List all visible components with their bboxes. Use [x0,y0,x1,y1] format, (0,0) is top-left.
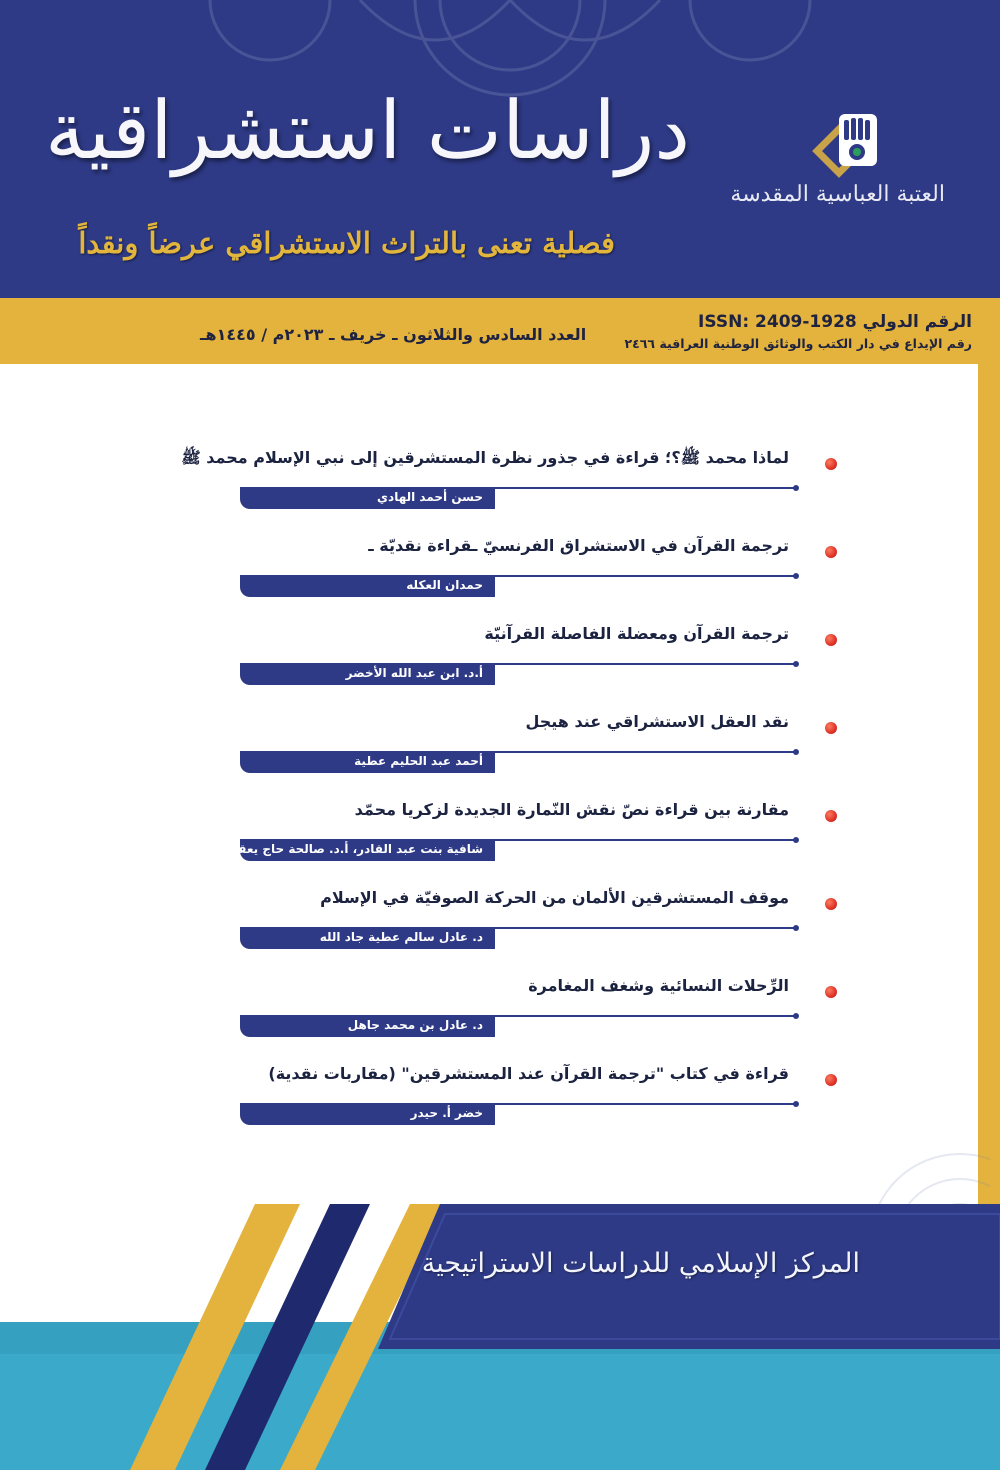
author-tab [240,927,495,949]
article-item[interactable] [0,1058,978,1146]
author-tab [240,487,495,509]
bullet-icon [825,722,837,734]
divider-dot-icon [793,749,799,755]
issn-block [625,312,972,351]
bullet-icon [825,810,837,822]
author-tab [240,751,495,773]
article-item[interactable] [0,794,978,882]
bullet-icon [825,458,837,470]
cover-header [0,0,1000,298]
issue-info: العدد السادس والثلاثون ـ خريف ـ ٢٠٢٣م / ١٤٤٥هـ [200,325,587,344]
article-title: الرِّحلات النسائية وشغف المغامرة [528,976,789,995]
divider-dot-icon [793,573,799,579]
divider-dot-icon [793,661,799,667]
author-tab [218,839,495,861]
bullet-icon [825,1074,837,1086]
table-of-contents [0,364,978,1204]
author-tab [240,1015,495,1037]
article-author: د. عادل سالم عطية جاد الله [319,930,483,944]
article-item[interactable] [0,706,978,794]
author-tab [240,1103,495,1125]
author-tab [240,575,495,597]
bullet-icon [825,986,837,998]
deposit-number: رقم الإيداع في دار الكتب والوثائق الوطنية العراقية ٢٤٦٦ [624,336,972,351]
article-author: حمدان العكله [406,578,483,592]
bullet-icon [825,546,837,558]
article-author: حسن أحمد الهادي [377,490,483,504]
article-author: د. عادل بن محمد جاهل [347,1018,483,1032]
publisher-name: المركز الإسلامي للدراسات الاستراتيجية [421,1248,860,1279]
bullet-icon [825,898,837,910]
article-author: أ.د. ابن عبد الله الأخضر [345,666,483,680]
footer-stripes [0,1204,1000,1470]
article-item[interactable] [0,442,978,530]
divider-dot-icon [793,837,799,843]
divider-dot-icon [793,485,799,491]
shrine-name: العتبة العباسية المقدسة [730,182,945,207]
article-title: ترجمة القرآن في الاستشراق الفرنسيّ ـقراءة نقديّة ـ [368,536,789,555]
hand-emblem-icon [760,112,945,182]
article-item[interactable] [0,530,978,618]
article-item[interactable] [0,618,978,706]
article-item[interactable] [0,882,978,970]
article-title: نقد العقل الاستشراقي عند هيجل [525,712,789,731]
journal-subtitle: فصلية تعنى بالتراث الاستشراقي عرضاً ونقداً [78,226,615,260]
article-title: موقف المستشرقين الألمان من الحركة الصوفيّة في الإسلام [320,888,789,907]
divider-dot-icon [793,925,799,931]
article-author: خضر أ. حيدر [410,1106,483,1120]
article-title: قراءة في كتاب "ترجمة القرآن عند المستشرقين" (مقاربات نقدية) [268,1064,789,1083]
author-tab [240,663,495,685]
abbas-shrine-logo [730,112,945,242]
article-author: أحمد عبد الحليم عطية [354,754,483,768]
article-title: مقارنة بين قراءة نصّ نقش النّمارة الجديدة لزكريا محمّد [354,800,789,819]
article-title: لماذا محمد ﷺ؟؛ قراءة في جذور نظرة المستشرقين إلى نبي الإسلام محمد ﷺ [181,448,789,467]
article-title: ترجمة القرآن ومعضلة الفاصلة القرآنيّة [484,624,789,643]
divider-dot-icon [793,1013,799,1019]
divider-dot-icon [793,1101,799,1107]
article-author: شافية بنت عبد القادر، أ.د. صالحة حاج يعقوب [218,842,483,856]
article-item[interactable] [0,970,978,1058]
bullet-icon [825,634,837,646]
side-gold-bar [978,364,1000,1204]
issn-number: الرقم الدولي ISSN: 2409-1928 [698,312,972,332]
journal-title: دراسات استشراقية [44,84,690,177]
cover-footer [0,1204,1000,1470]
